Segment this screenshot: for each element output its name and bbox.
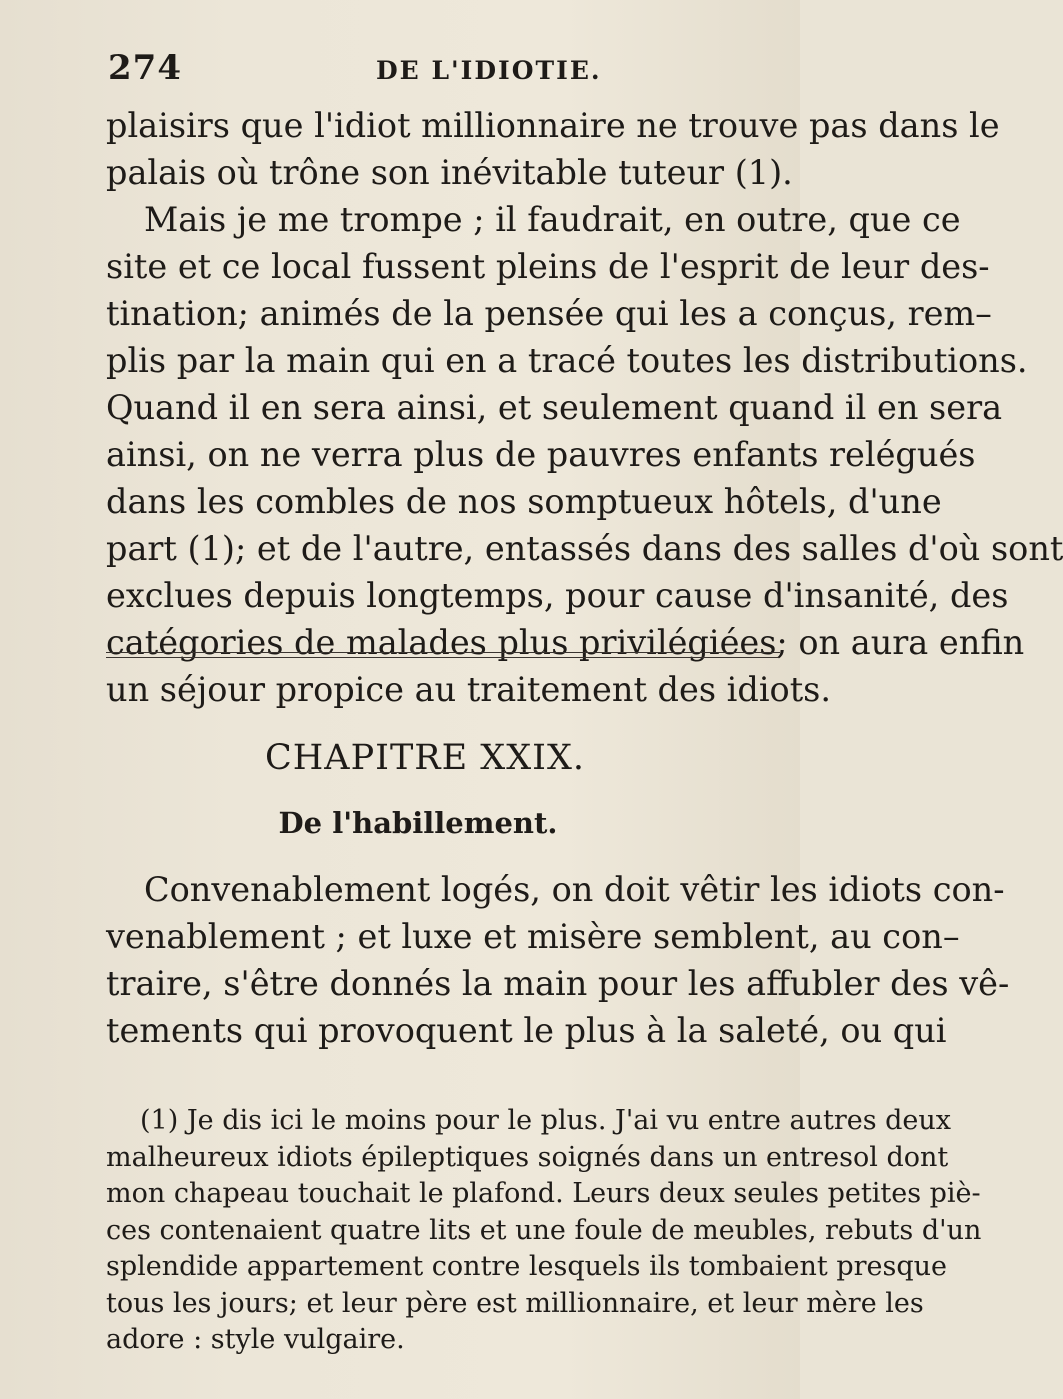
footnote-line: ces contenaient quatre lits et une foule de meubles, rebuts d'un — [106, 1214, 982, 1246]
footnote-line: adore : style vulgaire. — [106, 1324, 405, 1355]
running-head: DE L'IDIOTIE. — [376, 56, 602, 85]
text-line: dans les combles de nos somptueux hôtels, d'une — [106, 482, 942, 521]
text-line: tination; animés de la pensée qui les a conçus, rem– — [106, 294, 992, 333]
section-divider — [106, 652, 780, 653]
footnote-line: malheureux idiots épileptiques soignés dans un entresol dont — [106, 1141, 949, 1173]
text-line: plis par la main qui en a tracé toutes les distributions. — [106, 341, 1028, 380]
footnote-line: mon chapeau touchait le plafond. Leurs deux seules petites piè- — [106, 1178, 981, 1209]
paragraph-convenablement — [106, 866, 1010, 1054]
text-line: Mais je me trompe ; il faudrait, en outre, que ce — [144, 200, 961, 239]
page-header — [108, 48, 788, 88]
text-line: part (1); et de l'autre, entassés dans des salles d'où sont — [106, 529, 1063, 568]
footnote-line: (1) Je dis ici le moins pour le plus. J'ai vu entre autres deux — [140, 1105, 952, 1136]
text-line: venablement ; et luxe et misère semblent, au con– — [106, 917, 960, 956]
paragraph-mais-je-me-trompe — [106, 196, 1063, 713]
footnote-line: splendide appartement contre lesquels ils tombaient presque — [106, 1251, 947, 1282]
text-line: exclues depuis longtemps, pour cause d'insanité, des — [106, 576, 1009, 615]
section-divider — [106, 657, 780, 658]
footnote — [106, 1103, 982, 1359]
text-line: site et ce local fussent pleins de l'esprit de leur des- — [106, 247, 990, 286]
chapter-subtitle: De l'habillement. — [278, 806, 558, 840]
chapter-title: CHAPITRE XXIX. — [264, 738, 586, 778]
text-line: plaisirs que l'idiot millionnaire ne trouve pas dans le — [106, 106, 1000, 145]
text-line: un séjour propice au traitement des idiots. — [106, 670, 832, 709]
text-line: ainsi, on ne verra plus de pauvres enfants relégués — [106, 435, 976, 474]
text-line: Convenablement logés, on doit vêtir les idiots con- — [144, 870, 1005, 909]
text-line: traire, s'être donnés la main pour les affubler des vê- — [106, 964, 1010, 1003]
text-line: tements qui provoquent le plus à la saleté, ou qui — [106, 1011, 947, 1050]
footnote-line: tous les jours; et leur père est millionnaire, et leur mère les — [106, 1287, 924, 1319]
text-line: catégories de malades plus privilégiées; on aura enfin — [106, 623, 1025, 662]
continuation-paragraph — [106, 102, 1000, 196]
page-number: 274 — [108, 48, 182, 88]
text-line: Quand il en sera ainsi, et seulement quand il en sera — [106, 388, 1003, 427]
text-line: palais où trône son inévitable tuteur (1). — [106, 153, 793, 192]
